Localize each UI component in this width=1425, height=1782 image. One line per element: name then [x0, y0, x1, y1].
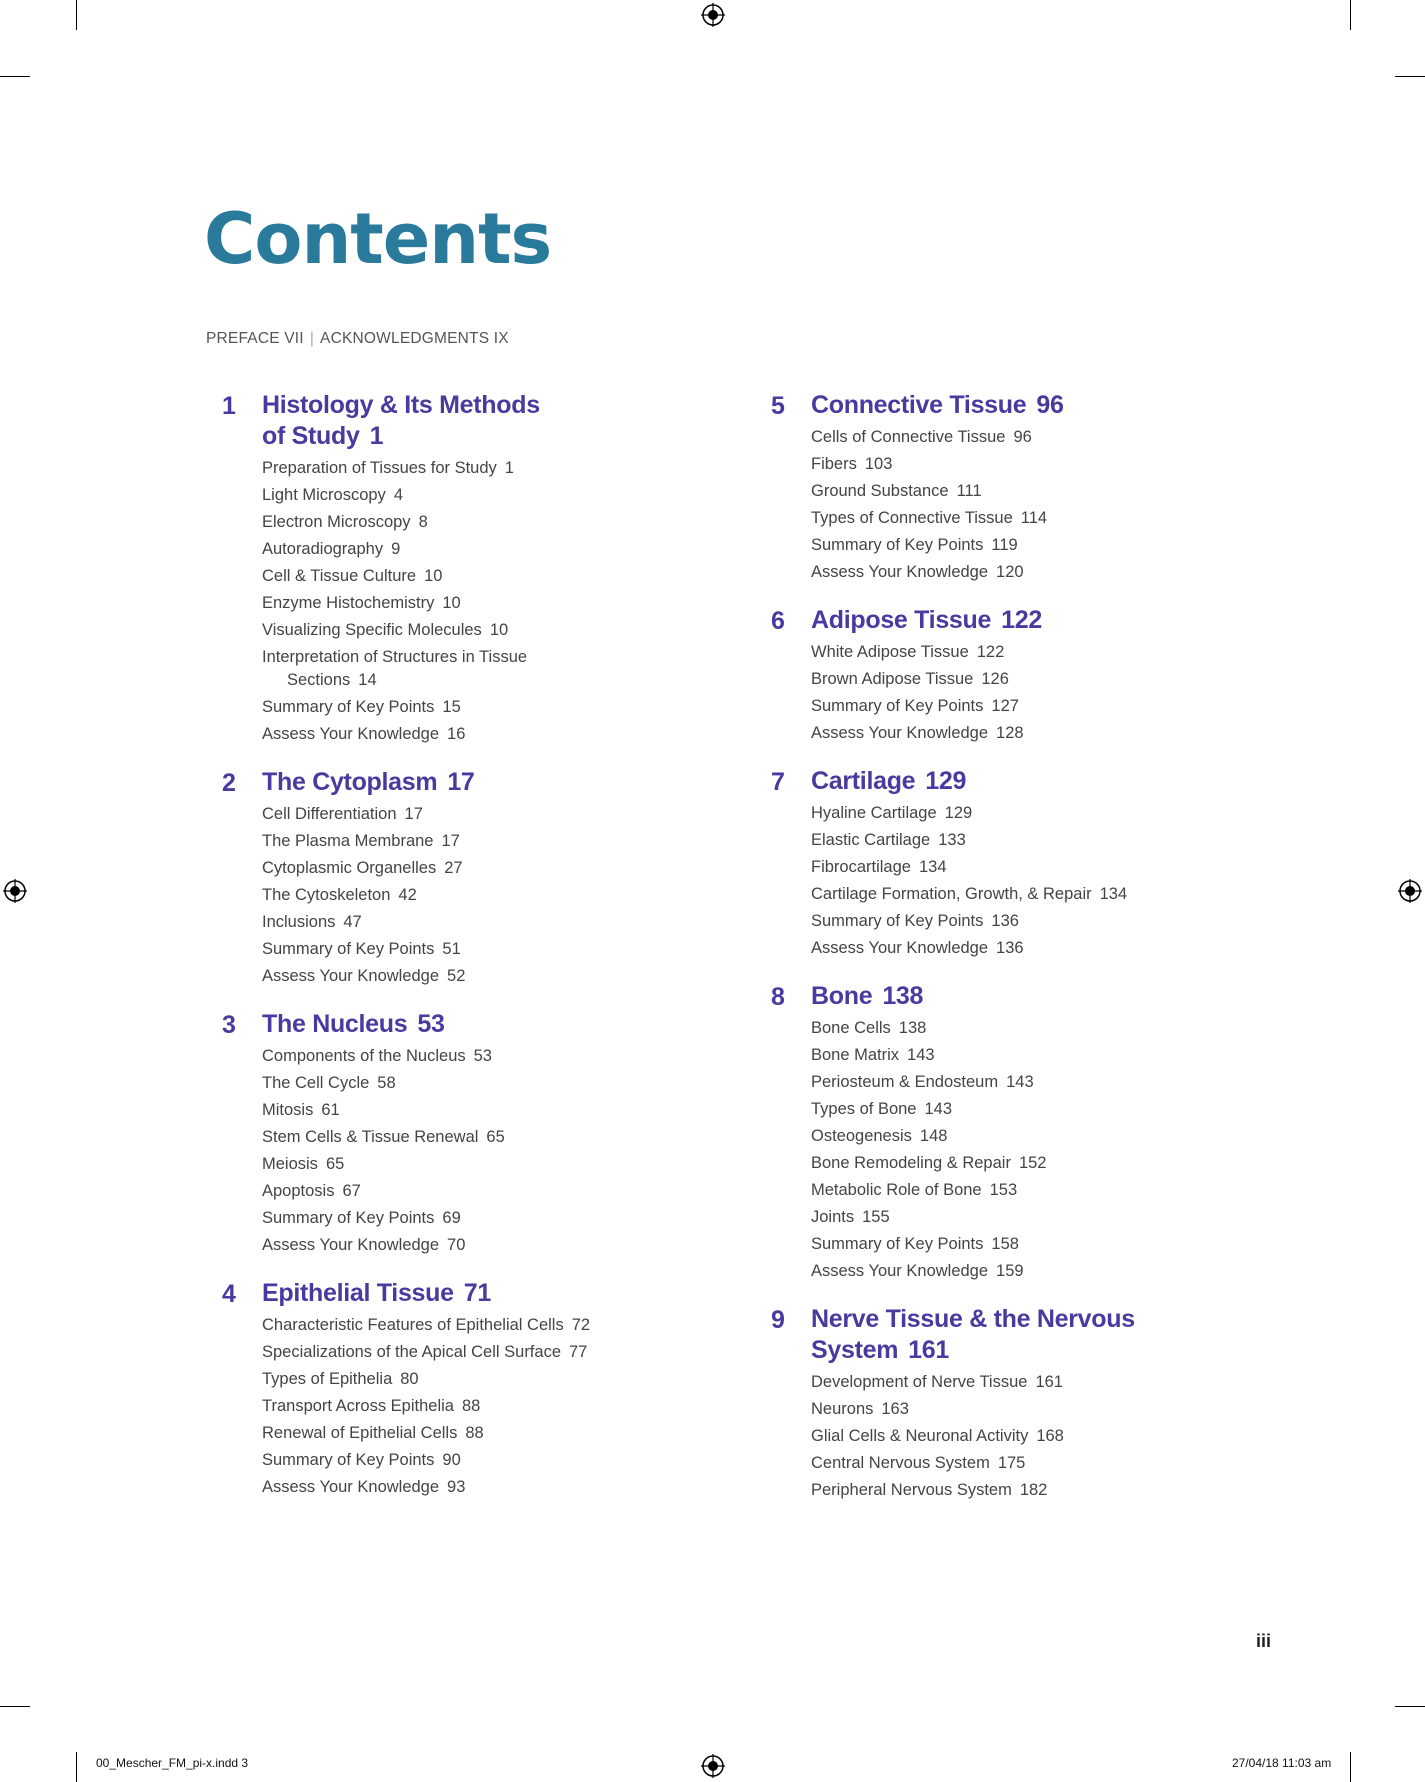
acknowledgments-link[interactable]: ACKNOWLEDGMENTS IX — [320, 330, 509, 347]
section-title: Visualizing Specific Molecules — [262, 621, 482, 639]
section-page-number: 127 — [991, 697, 1019, 715]
section-title: Stem Cells & Tissue Renewal — [262, 1128, 479, 1146]
section-page-number: 143 — [907, 1046, 935, 1064]
section-page-number: 88 — [465, 1424, 484, 1442]
section-page-number: 155 — [862, 1208, 890, 1226]
section-page-number: 182 — [1019, 1481, 1048, 1499]
section-title: Cell & Tissue Culture — [262, 567, 417, 585]
section-title: Enzyme Histochemistry — [262, 594, 435, 612]
section-page-number: 119 — [991, 536, 1018, 554]
section-entry[interactable] — [262, 965, 782, 988]
chapter-title — [262, 1009, 782, 1040]
chapter-number: 1 — [222, 392, 236, 420]
section-entry[interactable] — [262, 1045, 782, 1068]
section-title: Characteristic Features of Epithelial Cells — [262, 1316, 564, 1334]
section-title: The Cytoskeleton — [262, 886, 391, 904]
section-list — [262, 803, 782, 988]
section-page-number: 136 — [996, 939, 1024, 957]
section-title: Meiosis — [262, 1155, 318, 1173]
section-page-number: 17 — [404, 805, 423, 823]
section-entry[interactable] — [811, 1479, 1331, 1502]
chapter-entry — [771, 390, 1331, 584]
section-page-number: 152 — [1018, 1154, 1047, 1172]
section-entry[interactable] — [811, 641, 1331, 664]
section-page-number: 153 — [989, 1181, 1018, 1199]
section-title: Autoradiography — [262, 540, 384, 558]
chapter-heading[interactable] — [771, 1304, 1331, 1366]
section-entry[interactable] — [811, 1425, 1331, 1448]
chapter-entry — [771, 1304, 1331, 1502]
crop-mark — [1350, 1752, 1351, 1782]
registration-mark-icon — [701, 3, 725, 27]
section-entry[interactable] — [811, 1152, 1331, 1175]
chapter-number: 9 — [771, 1306, 785, 1334]
separator: | — [309, 330, 315, 347]
section-page-number: 143 — [924, 1100, 953, 1118]
chapter-page-number: 96 — [1036, 391, 1064, 419]
section-title: Bone Cells — [811, 1019, 891, 1037]
section-page-number: 77 — [569, 1343, 588, 1361]
section-title: Neurons — [811, 1400, 874, 1418]
section-entry[interactable] — [262, 1395, 782, 1418]
section-entry[interactable] — [811, 534, 1331, 557]
section-entry[interactable] — [262, 1341, 782, 1364]
section-title: Central Nervous System — [811, 1454, 990, 1472]
crop-mark — [76, 1752, 77, 1782]
section-entry[interactable] — [262, 857, 782, 880]
section-page-number: 168 — [1036, 1427, 1064, 1445]
chapter-page-number: 122 — [1001, 606, 1042, 634]
section-entry[interactable] — [811, 668, 1331, 691]
section-page-number: 52 — [447, 967, 466, 985]
section-page-number: 122 — [976, 643, 1005, 661]
section-title: Cytoplasmic Organelles — [262, 859, 437, 877]
section-page-number: 61 — [321, 1101, 340, 1119]
section-page-number: 8 — [418, 513, 428, 531]
section-title: The Plasma Membrane — [262, 832, 434, 850]
chapter-number: 5 — [771, 392, 785, 420]
section-entry[interactable] — [811, 1017, 1331, 1040]
section-title: Apoptosis — [262, 1182, 335, 1200]
chapter-title — [262, 1278, 782, 1309]
chapter-heading[interactable] — [222, 390, 782, 452]
section-page-number: 47 — [343, 913, 362, 931]
section-title: Types of Bone — [811, 1100, 917, 1118]
section-list — [262, 1045, 782, 1257]
section-title: Interpretation of Structures in Tissue — [262, 648, 528, 666]
section-list — [262, 1314, 782, 1499]
chapter-title-text: Cartilage — [811, 767, 916, 795]
section-entry[interactable] — [811, 561, 1331, 584]
chapter-title-text: Epithelial Tissue — [262, 1279, 454, 1307]
section-page-number: 143 — [1006, 1073, 1034, 1091]
section-entry[interactable] — [262, 1449, 782, 1472]
crop-mark — [1395, 76, 1425, 77]
section-page-number: 159 — [996, 1262, 1024, 1280]
section-page-number: 70 — [447, 1236, 466, 1254]
section-page-number: 10 — [442, 594, 461, 612]
section-entry[interactable] — [262, 484, 782, 507]
section-entry[interactable] — [811, 829, 1331, 852]
chapter-number: 6 — [771, 607, 785, 635]
chapter-page-number: 161 — [908, 1336, 949, 1364]
section-entry[interactable] — [262, 723, 782, 746]
section-page-number: 114 — [1020, 509, 1048, 527]
chapter-title — [811, 605, 1331, 636]
section-entry[interactable] — [262, 1207, 782, 1230]
section-page-number: 161 — [1035, 1373, 1063, 1391]
section-page-number: 65 — [486, 1128, 505, 1146]
chapter-number: 8 — [771, 983, 785, 1011]
section-title: Osteogenesis — [811, 1127, 912, 1145]
chapter-heading[interactable] — [771, 390, 1331, 421]
chapter-entry — [771, 766, 1331, 960]
section-title: White Adipose Tissue — [811, 643, 969, 661]
section-title: Assess Your Knowledge — [262, 1478, 440, 1496]
chapter-entry — [771, 605, 1331, 745]
page-number: iii — [1256, 1631, 1272, 1651]
section-entry[interactable] — [811, 937, 1331, 960]
chapter-page-number: 1 — [369, 422, 384, 450]
chapter-heading[interactable] — [222, 767, 782, 798]
section-entry[interactable] — [811, 1260, 1331, 1283]
section-title: Light Microscopy — [262, 486, 386, 504]
section-title: Summary of Key Points — [262, 698, 435, 716]
section-title: Assess Your Knowledge — [811, 563, 989, 581]
chapter-page-number: 53 — [417, 1010, 445, 1038]
chapter-title-text: Bone — [811, 982, 873, 1010]
section-title-continued — [262, 669, 782, 692]
section-title: Assess Your Knowledge — [811, 1262, 989, 1280]
crop-mark — [1395, 1706, 1425, 1707]
section-title: Summary of Key Points — [811, 697, 984, 715]
section-entry[interactable] — [262, 565, 782, 588]
section-entry[interactable] — [262, 646, 782, 692]
section-title: Preparation of Tissues for Study — [262, 459, 497, 477]
section-title: Assess Your Knowledge — [262, 725, 440, 743]
section-entry[interactable] — [262, 1126, 782, 1149]
front-matter-line — [206, 330, 509, 348]
section-title: Summary of Key Points — [811, 1235, 984, 1253]
section-entry[interactable] — [811, 1371, 1331, 1394]
section-entry[interactable] — [262, 1099, 782, 1122]
section-title: Types of Epithelia — [262, 1370, 393, 1388]
chapter-entry — [222, 1009, 782, 1257]
section-entry[interactable] — [811, 883, 1331, 906]
chapter-title-text: The Nucleus — [262, 1010, 408, 1038]
section-page-number: 14 — [358, 671, 377, 689]
section-entry[interactable] — [262, 511, 782, 534]
section-entry[interactable] — [811, 1206, 1331, 1229]
crop-mark — [0, 76, 30, 77]
section-entry[interactable] — [811, 1071, 1331, 1094]
section-page-number: 128 — [996, 724, 1024, 742]
chapter-title-text: Adipose Tissue — [811, 606, 992, 634]
section-entry[interactable] — [811, 1398, 1331, 1421]
section-entry[interactable] — [811, 507, 1331, 530]
section-page-number: 111 — [956, 482, 982, 500]
section-entry[interactable] — [262, 938, 782, 961]
chapter-number: 7 — [771, 768, 785, 796]
section-title: Periosteum & Endosteum — [811, 1073, 999, 1091]
section-entry[interactable] — [811, 480, 1331, 503]
slug-date: 27/04/18 11:03 am — [1232, 1756, 1332, 1770]
section-entry[interactable] — [811, 426, 1331, 449]
chapter-heading[interactable] — [771, 766, 1331, 797]
section-entry[interactable] — [262, 619, 782, 642]
section-title: Bone Matrix — [811, 1046, 900, 1064]
section-list — [262, 457, 782, 746]
section-entry[interactable] — [262, 592, 782, 615]
section-entry[interactable] — [262, 1422, 782, 1445]
section-page-number: 42 — [398, 886, 417, 904]
section-title: Assess Your Knowledge — [811, 939, 989, 957]
chapter-title — [262, 767, 782, 798]
section-title: Cartilage Formation, Growth, & Repair — [811, 885, 1092, 903]
section-page-number: 72 — [571, 1316, 591, 1334]
section-page-number: 9 — [391, 540, 401, 558]
section-entry[interactable] — [811, 1098, 1331, 1121]
chapter-title — [811, 390, 1331, 421]
section-title: Elastic Cartilage — [811, 831, 931, 849]
section-page-number: 158 — [991, 1235, 1019, 1253]
section-page-number: 126 — [981, 670, 1009, 688]
chapter-entry — [222, 767, 782, 988]
section-title: Mitosis — [262, 1101, 314, 1119]
section-entry[interactable] — [811, 802, 1331, 825]
chapter-heading[interactable] — [771, 605, 1331, 636]
section-title: Brown Adipose Tissue — [811, 670, 974, 688]
registration-mark-icon — [701, 1754, 725, 1778]
section-page-number: 58 — [377, 1074, 396, 1092]
section-entry[interactable] — [262, 457, 782, 480]
chapter-page-number: 129 — [925, 767, 967, 795]
section-title: Summary of Key Points — [262, 1451, 435, 1469]
section-list — [811, 1017, 1331, 1283]
section-page-number: 10 — [489, 621, 509, 639]
section-entry[interactable] — [811, 1452, 1331, 1475]
section-page-number: 1 — [504, 459, 514, 477]
chapter-heading[interactable] — [222, 1278, 782, 1309]
section-page-number: 16 — [447, 725, 466, 743]
section-title: Ground Substance — [811, 482, 949, 500]
chapter-entry — [222, 390, 782, 746]
section-title: Joints — [811, 1208, 855, 1226]
section-title-line2: Sections — [287, 671, 351, 689]
section-page-number: 80 — [400, 1370, 419, 1388]
chapter-page-number: 138 — [882, 982, 924, 1010]
chapter-title — [811, 1304, 1141, 1366]
section-title: Development of Nerve Tissue — [811, 1373, 1028, 1391]
section-page-number: 69 — [442, 1209, 461, 1227]
section-page-number: 96 — [1013, 428, 1032, 446]
toc-column-left — [222, 390, 782, 1520]
chapter-page-number: 17 — [447, 768, 475, 796]
chapter-title — [811, 981, 1331, 1012]
section-title: Fibers — [811, 455, 857, 473]
section-page-number: 51 — [442, 940, 461, 958]
section-title: Cells of Connective Tissue — [811, 428, 1006, 446]
chapter-page-number: 71 — [463, 1279, 491, 1307]
section-entry[interactable] — [811, 453, 1331, 476]
section-entry[interactable] — [811, 1179, 1331, 1202]
section-title: Summary of Key Points — [811, 912, 984, 930]
section-list — [811, 1371, 1331, 1502]
chapter-title-text: Connective Tissue — [811, 391, 1027, 419]
section-entry[interactable] — [262, 1234, 782, 1257]
section-list — [811, 641, 1331, 745]
section-title: Fibrocartilage — [811, 858, 911, 876]
section-entry[interactable] — [262, 1153, 782, 1176]
section-page-number: 129 — [944, 804, 973, 822]
section-title: The Cell Cycle — [262, 1074, 370, 1092]
section-entry[interactable] — [262, 884, 782, 907]
chapter-title — [262, 390, 562, 452]
section-title: Summary of Key Points — [262, 940, 435, 958]
section-entry[interactable] — [262, 1072, 782, 1095]
section-page-number: 93 — [447, 1478, 466, 1496]
section-title: Transport Across Epithelia — [262, 1397, 454, 1415]
section-page-number: 134 — [918, 858, 947, 876]
section-page-number: 17 — [441, 832, 460, 850]
section-page-number: 53 — [473, 1047, 492, 1065]
section-page-number: 134 — [1099, 885, 1128, 903]
section-page-number: 133 — [938, 831, 966, 849]
section-title: Peripheral Nervous System — [811, 1481, 1012, 1499]
section-page-number: 138 — [898, 1019, 927, 1037]
section-title: Bone Remodeling & Repair — [811, 1154, 1011, 1172]
toc-column-right — [771, 390, 1331, 1523]
section-entry[interactable] — [811, 1233, 1331, 1256]
section-page-number: 67 — [342, 1182, 361, 1200]
chapter-number: 2 — [222, 769, 236, 797]
section-title: Cell Differentiation — [262, 805, 397, 823]
section-title: Summary of Key Points — [262, 1209, 435, 1227]
section-page-number: 90 — [442, 1451, 461, 1469]
slug-filename: 00_Mescher_FM_pi-x.indd 3 — [96, 1756, 249, 1770]
section-title: Metabolic Role of Bone — [811, 1181, 982, 1199]
section-page-number: 15 — [442, 698, 461, 716]
section-entry[interactable] — [262, 1314, 782, 1337]
section-title: Assess Your Knowledge — [262, 1236, 440, 1254]
section-page-number: 27 — [444, 859, 463, 877]
section-entry[interactable] — [262, 538, 782, 561]
section-page-number: 65 — [325, 1155, 345, 1173]
chapter-title — [811, 766, 1331, 797]
section-page-number: 163 — [881, 1400, 909, 1418]
section-entry[interactable] — [811, 695, 1331, 718]
section-page-number: 4 — [393, 486, 403, 504]
section-entry[interactable] — [262, 1180, 782, 1203]
section-title: Assess Your Knowledge — [262, 967, 440, 985]
section-page-number: 10 — [424, 567, 443, 585]
section-entry[interactable] — [262, 911, 782, 934]
section-title: Electron Microscopy — [262, 513, 411, 531]
chapter-title-text: The Cytoplasm — [262, 768, 438, 796]
section-title: Glial Cells & Neuronal Activity — [811, 1427, 1029, 1445]
preface-link[interactable]: PREFACE VII — [206, 330, 304, 347]
chapter-number: 3 — [222, 1011, 236, 1039]
section-title: Specializations of the Apical Cell Surface — [262, 1343, 561, 1361]
section-title: Hyaline Cartilage — [811, 804, 937, 822]
section-page-number: 103 — [864, 455, 893, 473]
section-entry[interactable] — [811, 1044, 1331, 1067]
crop-mark — [0, 1706, 30, 1707]
section-list — [811, 802, 1331, 960]
page-title: Contents — [204, 198, 552, 280]
section-page-number: 88 — [461, 1397, 481, 1415]
section-entry[interactable] — [262, 1368, 782, 1391]
section-title: Components of the Nucleus — [262, 1047, 466, 1065]
chapter-title-text: Histology & Its Methods of Study — [262, 391, 540, 450]
section-entry[interactable] — [262, 1476, 782, 1499]
section-title: Renewal of Epithelial Cells — [262, 1424, 458, 1442]
section-entry[interactable] — [262, 830, 782, 853]
section-entry[interactable] — [811, 722, 1331, 745]
section-page-number: 148 — [919, 1127, 948, 1145]
section-entry[interactable] — [262, 696, 782, 719]
section-entry[interactable] — [811, 910, 1331, 933]
chapter-entry — [771, 981, 1331, 1283]
section-page-number: 136 — [991, 912, 1019, 930]
section-page-number: 120 — [996, 563, 1024, 581]
section-list — [811, 426, 1331, 584]
chapter-number: 4 — [222, 1280, 236, 1308]
chapter-heading[interactable] — [771, 981, 1331, 1012]
chapter-heading[interactable] — [222, 1009, 782, 1040]
registration-mark-icon — [3, 879, 27, 903]
section-title: Summary of Key Points — [811, 536, 984, 554]
chapter-entry — [222, 1278, 782, 1499]
crop-mark — [1350, 0, 1351, 30]
section-entry[interactable] — [811, 856, 1331, 879]
chapter-title-text: Nerve Tissue & the Nervous System — [811, 1305, 1135, 1364]
section-title: Types of Connective Tissue — [811, 509, 1013, 527]
section-entry[interactable] — [262, 803, 782, 826]
section-entry[interactable] — [811, 1125, 1331, 1148]
section-title: Assess Your Knowledge — [811, 724, 989, 742]
crop-mark — [76, 0, 77, 30]
section-page-number: 175 — [997, 1454, 1026, 1472]
registration-mark-icon — [1398, 879, 1422, 903]
section-title: Inclusions — [262, 913, 336, 931]
